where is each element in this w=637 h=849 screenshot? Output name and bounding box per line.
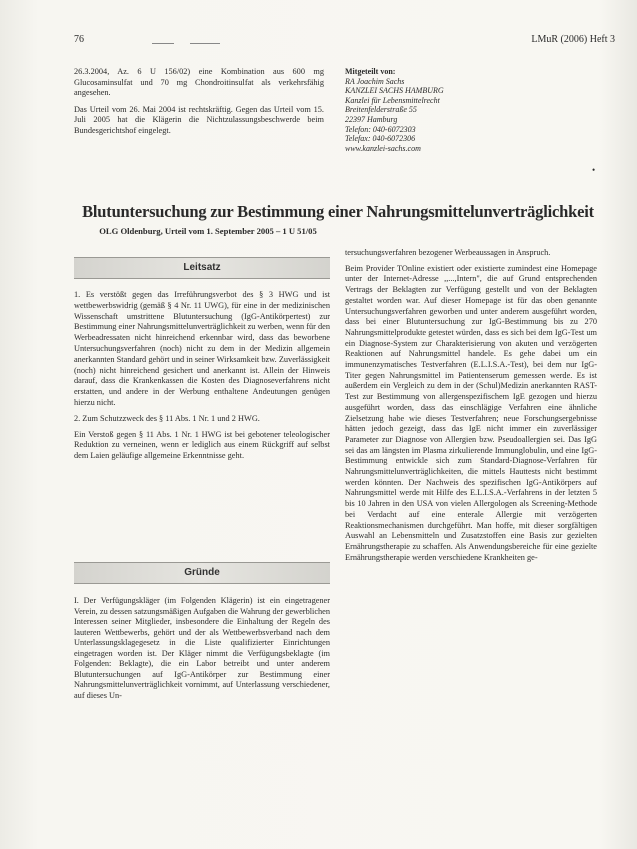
journal-reference: LMuR (2006) Heft 3: [531, 34, 615, 45]
paragraph: 1. Es verstößt gegen das Irreführungsverbot des § 3 HWG und ist wettbewerbswidrig (gemäß § 4 Nr. 11 UWG), für eine in der medizinischen Wissenschaft umstrittene Blutuntersuchung (IgG-Antikörpertest) zur Bestimmung einer Nahrungsmittelunverträglichkeit zu werben, wenn für den Werbeadressaten nicht hinreichend erkennbar wird, dass das beworbene Untersuchungsverfahren (noch) nicht zu dem in der Medizin allgemein anerkannten Standard gehört und in seiner Wirksamkeit bzw. Zuverlässigkeit (noch) nicht hinreichend gesichert und anerkannt ist. Allein der Hinweis darauf, dass die Krankenkassen die Kosten des Diagnoseverfahrens nicht erstatten, und andere in der Werbung enthaltene Andeutungen genügen hierzu nicht.: [74, 290, 330, 407]
section-heading-leitsatz: Leitsatz: [74, 257, 330, 279]
paragraph: 26.3.2004, Az. 6 U 156/02) eine Kombination aus 600 mg Glucosaminsulfat und 70 mg Chondroitinsulfat als verkehrsfähig angesehen.: [74, 67, 324, 98]
paragraph: Beim Provider TOnline existiert oder existierte zumindest eine Homepage unter der Internet-Adresse ,,...,Intern", die auf Grund entsprechenden Vertrags der Beklagten zur Verfügung gestellt und von der Beklagten gestaltet worden war. Auf dieser Homepage ist für das oben genannte Untersuchungsverfahren geworben und unter anderem ausgeführt worden, dass bei einer Blutuntersuchung zur IgG-Bestimmung bis zu 270 Nahrungsmittelprodukte getestet würden, dass es sich bei dem IgG-Test um ein Diagnose-System zur Charakterisierung von akuten und verzögerten Reaktionen auf Nahrungsmittel handele. Es gehe dabei um ein immunenzymatisches Testverfahren (E.L.I.S.A.-Test), bei dem nur IgG-Titer gegen Nahrungsmittel im Patientenserum gemessen werde. Es ist außerdem ein Vergleich zu dem in der (Schul)Medizin anerkannten RAST-Test zur Bestimmung von allergenspezifischem IgE gezogen und hierzu ausgeführt worden, dass das einschlägige Verfahren eine ähnliche Zielsetzung habe wie dieses Testverfahren; neue Forschungsergebnisse hätten jedoch gezeigt, dass das IgE nicht immer ein zuverlässiger Parameter zur Diagnose von Allergien bzw. Pseudoallergien sei. Das IgG sei das am längsten im Plasma zirkulierende Immunglobulin, und eine IgG-Bestimmung entwickle sich zum Standard-Diagnose-Verfahren für Nahrungsmittelunverträglichkeiten, die mittels Hauttests nicht bestimmt werden könnten. Der Nachweis des spezifischen IgG-Antikörpers auf Nahrungsmittel werde mit Hilfe des E.L.I.S.A.-Verfahrens in der letzten 5 bis 10 Jahren in den USA von vielen Allergologen als Screening-Methode bei Verdacht auf eine enterale Allergie mit verzögerten Reaktionsmechanismen durchgeführt. Man hoffe, mit dieser sorgfältigen Auswahl an Lebensmitteln und Zusatzstoffen eine Basis zur gezielten Ernährungstherapie zu schaffen. Als Anwendungsbereiche für eine gezielte Ernährungstherapie werden verschiedene Krankheiten ge-: [345, 263, 597, 562]
contact-phone: Telefon: 040-6072303: [345, 124, 416, 134]
contact-name: RA Joachim Sachs: [345, 76, 405, 86]
leitsatz-body: [74, 290, 330, 462]
contact-street: Breitenfelderstraße 55: [345, 105, 417, 115]
paragraph: tersuchungsverfahren bezogener Werbeaussagen in Anspruch.: [345, 248, 551, 257]
header-rule: [190, 43, 220, 44]
contact-block: [345, 67, 595, 153]
section-heading-gruende: Gründe: [74, 562, 330, 584]
article-subtitle: OLG Oldenburg, Urteil vom 1. September 2005 – 1 U 51/05: [99, 226, 317, 236]
contact-city: 22397 Hamburg: [345, 114, 398, 124]
contact-website: www.kanzlei-sachs.com: [345, 143, 421, 153]
previous-article-end: [74, 67, 324, 137]
header-rule: [152, 43, 174, 44]
paragraph: Ein Verstoß gegen § 11 Abs. 1 Nr. 1 HWG ist bei gebotener teleologischer Reduktion zu verneinen, wenn er lediglich aus einem Rückgriff auf selbst dem Laien geläufige allgemeine Erkenntnisse geht.: [74, 429, 330, 461]
right-column-body: [345, 248, 597, 563]
gruende-body: [74, 596, 330, 701]
contact-label: Mitgeteilt von:: [345, 67, 396, 76]
paragraph: Das Urteil vom 26. Mai 2004 ist rechtskräftig. Gegen das Urteil vom 15. Juli 2005 hat die Klägerin die Nichtzulassungsbeschwerde beim Bundesgerichtshof eingelegt.: [74, 104, 324, 135]
contact-description: Kanzlei für Lebensmittelrecht: [345, 95, 440, 105]
contact-firm: KANZLEI SACHS HAMBURG: [345, 86, 444, 96]
paragraph: 2. Zum Schutzzweck des § 11 Abs. 1 Nr. 1 und 2 HWG.: [74, 413, 260, 423]
paragraph: I. Der Verfügungskläger (im Folgenden Klägerin) ist ein eingetragener Verein, zu dessen satzungsmäßigen Aufgaben die Wahrung der gewerblichen Interessen seiner Mitglieder, insbesondere die Einhaltung der Regeln des lauteren Wettbewerbs, gehört und der als Wettbewerbsverband nach dem Unterlassungsklagegesetz in die Liste qualifizierter Einrichtungen eingetragen worden ist. Der Kläger nimmt die Verfügungsbeklagte (im Folgenden: Beklagte), die ein Labor betreibt und unter anderem Blutuntersuchungen auf IgG-Antikörper zur Bestimmung einer Nahrungsmittelunverträglichkeit vornimmt, auf Unterlassung verschiedener, auf dieses Un-: [74, 596, 330, 700]
page-number: 76: [74, 34, 84, 45]
contact-fax: Telefax: 040-6072306: [345, 134, 416, 144]
article-title: Blutuntersuchung zur Bestimmung einer Nahrungsmittelunverträglichkeit: [82, 202, 594, 221]
bullet-marker: •: [592, 165, 596, 175]
